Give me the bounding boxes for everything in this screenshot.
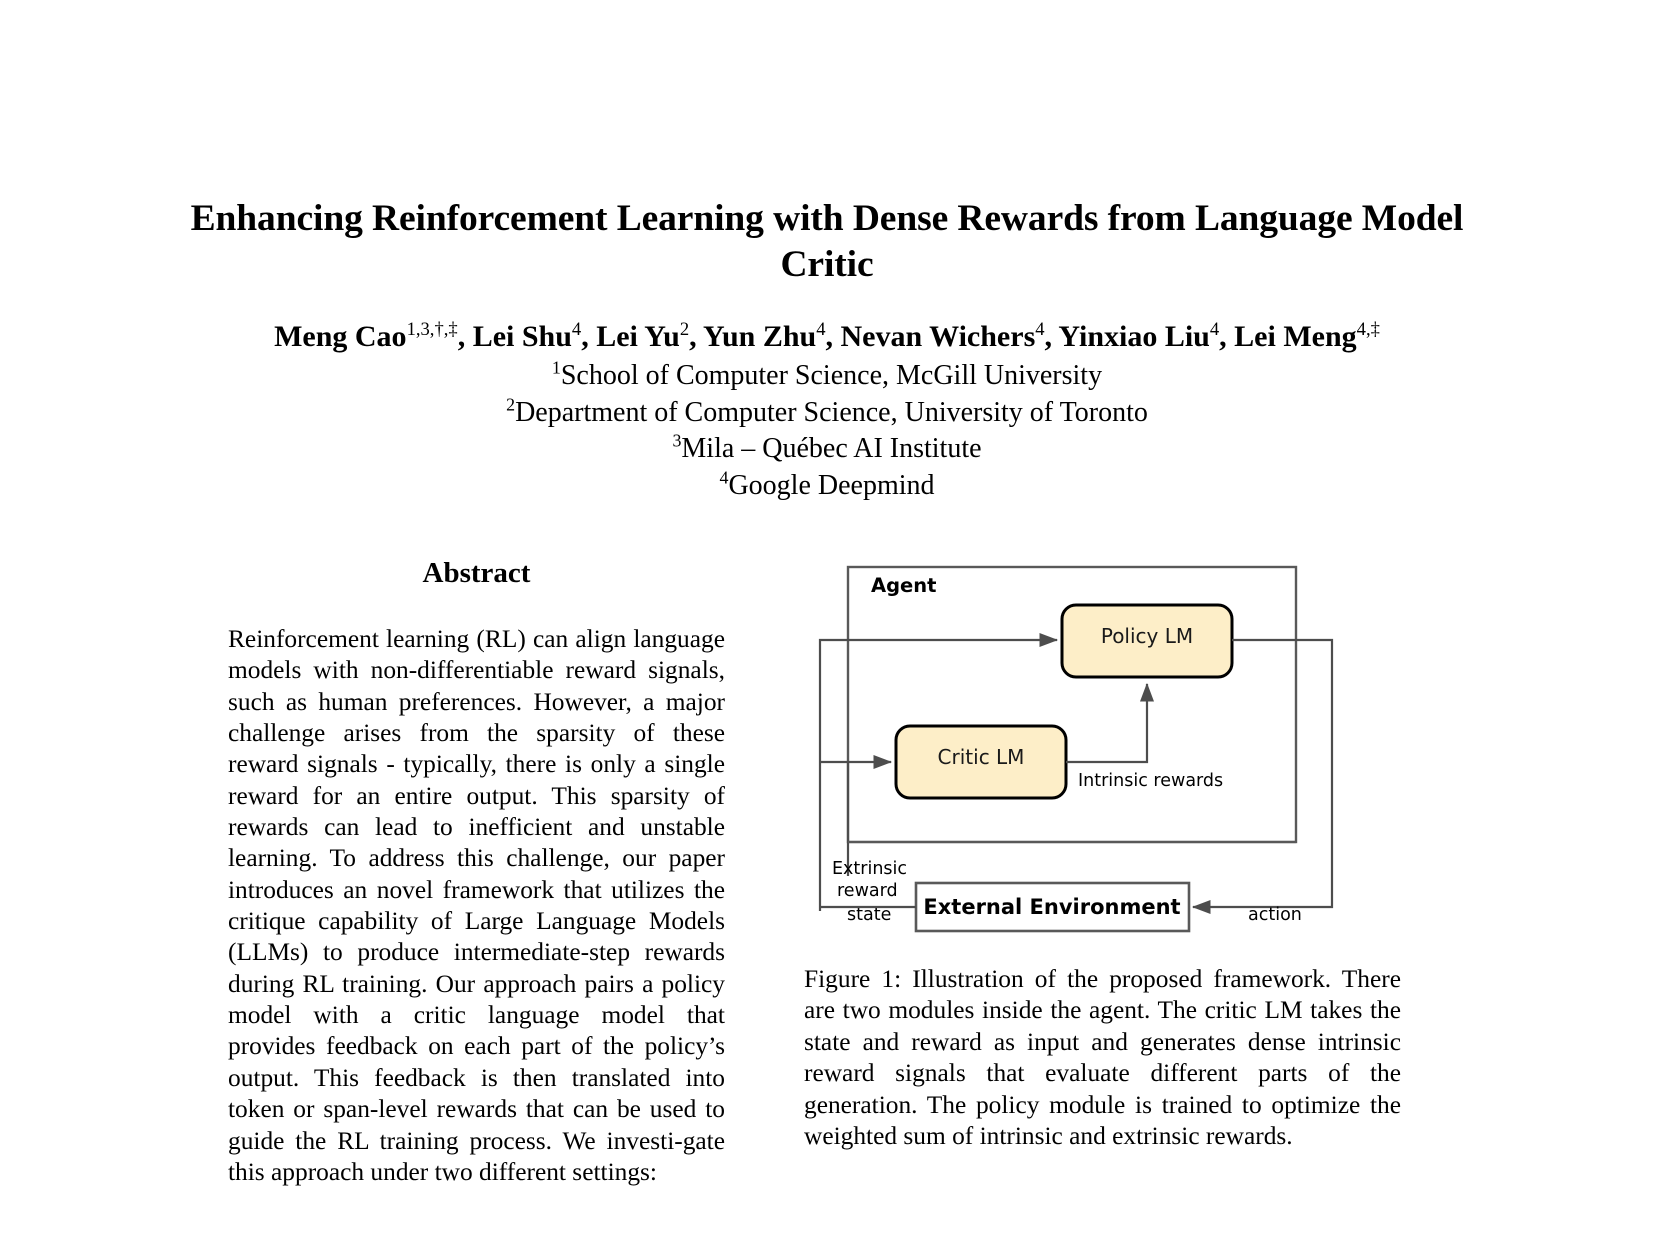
affiliation-item — [150, 431, 1504, 468]
framework-diagram — [804, 556, 1401, 942]
author-list: Meng Cao$^{1,3,\dagger,\ddagger}$, Lei Shu$^4$, Lei Yu$^2$, Yun Zhu$^4$, Nevan Wichers$^4$, Yinxiao Liu$^4$, Lei Meng$^{4,\ddagger}$ — [274, 319, 1380, 353]
figure-caption: Figure 1: Illustration of the proposed framework. There are two modules inside the agent. The critic LM takes the state and reward as input and generates dense intrinsic reward signals that evaluate different parts of the generation. The policy module is trained to optimize the weighted sum of intrinsic and extrinsic rewards. — [804, 965, 1401, 1151]
affiliation-text: School of Computer Science, McGill University — [560, 360, 1103, 391]
affiliation-list — [150, 358, 1504, 504]
affiliation-item — [150, 468, 1504, 505]
affiliation-marker: 3 — [672, 430, 682, 451]
agent-label: Agent — [871, 574, 937, 597]
critic-lm-label: Critic LM — [937, 745, 1025, 769]
intrinsic-rewards-label: Intrinsic rewards — [1078, 771, 1224, 791]
affiliation-item — [150, 358, 1504, 395]
abstract-heading: Abstract — [422, 557, 531, 589]
affiliation-text: Department of Computer Science, University of Toronto — [515, 396, 1148, 428]
page-title: Enhancing Reinforcement Learning with Dense Rewards from Language Model Critic — [190, 198, 1464, 285]
action-label: action — [1248, 905, 1302, 925]
figure-1 — [804, 556, 1401, 942]
affiliation-marker: 4 — [719, 467, 729, 488]
extrinsic-reward-label-line2: reward — [837, 881, 898, 901]
abstract-text: Reinforcement learning (RL) can align language models with non-differentiable reward signals, such as human preferences. However, a major challenge arises from the sparsity of these reward signals - typically, there is only a single reward for an entire output. This sparsity of rewards can lead to inefficient and unstable learning. To address this challenge, our paper introduces an novel framework that utilizes the critique capability of Large Language Models (LLMs) to produce intermediate-step rewards during RL training. Our approach pairs a policy model with a critic language model that provides feedback on each part of the policy’s output. This feedback is then translated into token or span-level rewards that can be used to guide the RL training process. We investi-gate this approach under two different settings: — [228, 625, 725, 1186]
affiliation-text: Mila – Québec AI Institute — [681, 433, 982, 464]
right-column — [804, 556, 1401, 1152]
affiliation-marker: 2 — [506, 394, 516, 415]
state-label: state — [847, 905, 892, 925]
intrinsic-reward-arrow — [1066, 684, 1147, 762]
affiliation-item — [150, 395, 1504, 432]
policy-lm-label: Policy LM — [1100, 624, 1194, 648]
left-column — [228, 556, 725, 1188]
affiliation-marker: 1 — [551, 357, 561, 378]
affiliation-text: Google Deepmind — [728, 469, 935, 501]
external-environment-label: External Environment — [923, 895, 1181, 919]
extrinsic-reward-label-line1: Extrinsic — [832, 859, 908, 879]
